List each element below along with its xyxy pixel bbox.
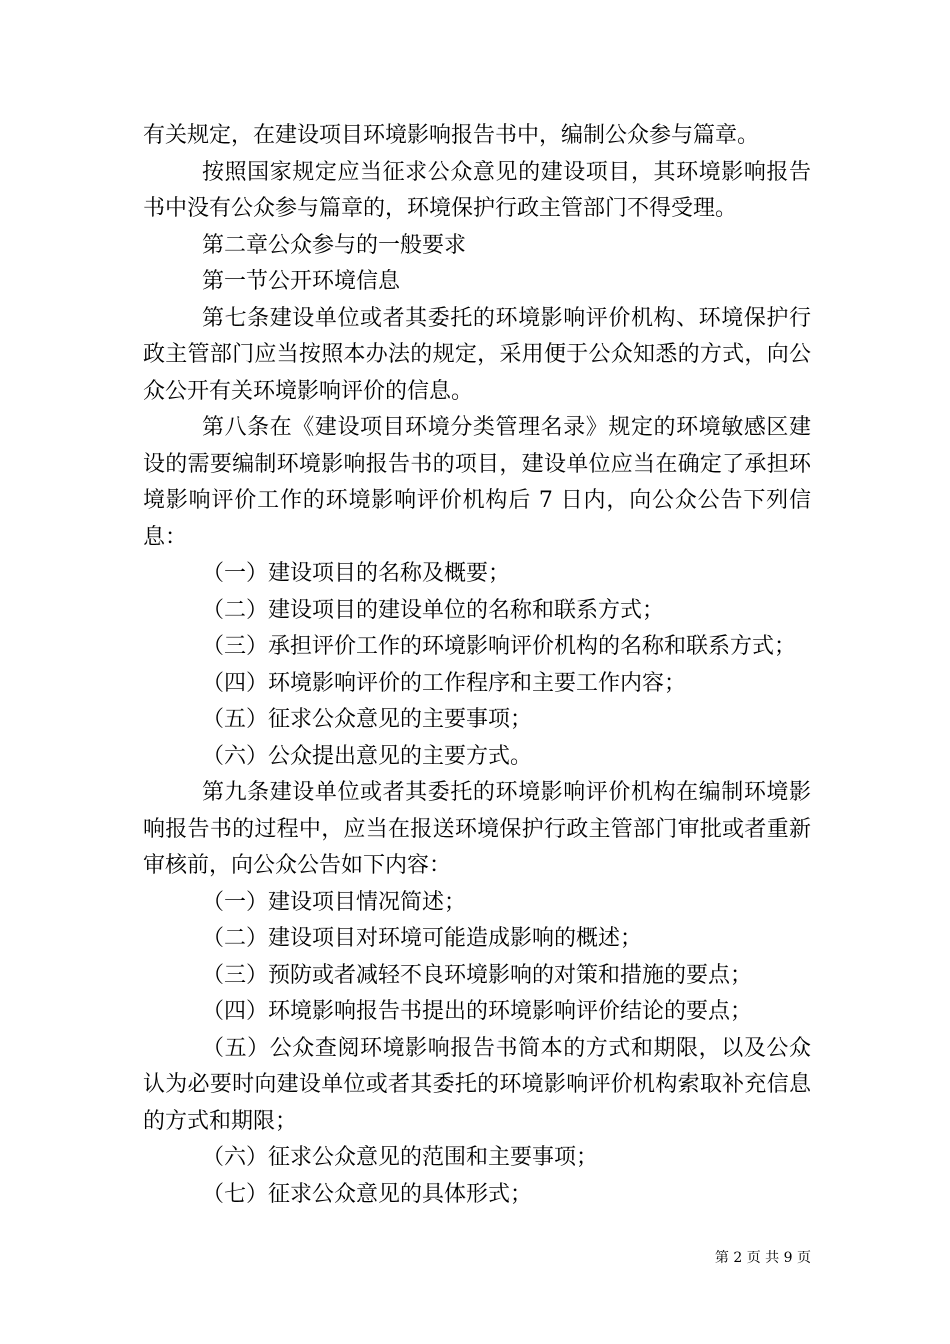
list-item: （五）公众查阅环境影响报告书简本的方式和期限，以及公众认为必要时向建设单位或者其委托的环境影响评价机构索取补充信息的方式和期限； (143, 1035, 811, 1134)
list-item: （二）建设项目的建设单位的名称和联系方式； (202, 597, 665, 623)
list-item: （五）征求公众意见的主要事项； (202, 707, 533, 732)
list-item: （四）环境影响报告书提出的环境影响评价结论的要点； (202, 999, 753, 1024)
article-9: 第九条建设单位或者其委托的环境影响评价机构在编制环境影响报告书的过程中，应当在报送环境保护行政主管部门审批或者重新审核前，向公众公告如下内容： (143, 780, 811, 878)
list-item: （三）预防或者减轻不良环境影响的对策和措施的要点； (202, 962, 753, 988)
list-item: （六）征求公众意见的范围和主要事项； (202, 1145, 599, 1170)
paragraph: 按照国家规定应当征求公众意见的建设项目，其环境影响报告书中没有公众参与篇章的，环境保护行政主管部门不得受理。 (143, 159, 811, 221)
list-item: （三）承担评价工作的环境影响评价机构的名称和联系方式； (202, 634, 797, 659)
list-item: （二）建设项目对环境可能造成影响的概述； (202, 926, 643, 951)
list-item: （六）公众提出意见的主要方式。 (202, 743, 533, 769)
document-body (143, 118, 811, 1213)
page-number-footer: 第 2 页 共 9 页 (714, 1250, 811, 1266)
article-7: 第七条建设单位或者其委托的环境影响评价机构、环境保护行政主管部门应当按照本办法的规定，采用便于公众知悉的方式，向公众公开有关环境影响评价的信息。 (143, 305, 811, 404)
list-item: （一）建设项目的名称及概要； (202, 561, 511, 586)
article-8: 第八条在《建设项目环境分类管理名录》规定的环境敏感区建设的需要编制环境影响报告书的项目，建设单位应当在确定了承担环境影响评价工作的环境影响评价机构后 7 日内，向公众公告下列信息： (143, 415, 811, 550)
list-item: （四）环境影响评价的工作程序和主要工作内容； (202, 670, 687, 696)
chapter-heading: 第二章公众参与的一般要求 (202, 232, 467, 258)
paragraph-continuation: 有关规定，在建设项目环境影响报告书中，编制公众参与篇章。 (143, 123, 760, 148)
list-item: （七）征求公众意见的具体形式； (202, 1181, 533, 1207)
list-item: （一）建设项目情况简述； (202, 889, 467, 915)
section-heading: 第一节公开环境信息 (202, 269, 401, 294)
